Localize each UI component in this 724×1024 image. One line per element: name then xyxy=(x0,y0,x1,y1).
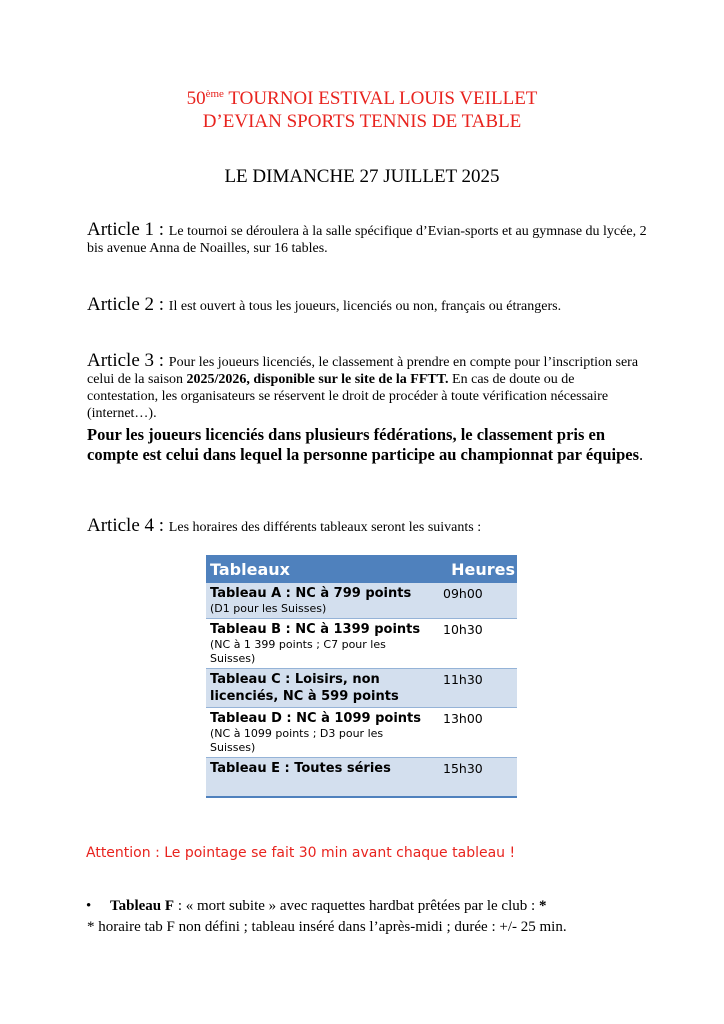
tableau-f-label: Tableau F xyxy=(110,898,175,914)
article-4-text: Les horaires des différents tableaux seront les suivants : xyxy=(168,520,482,535)
tableau-e-time: 15h30 xyxy=(429,758,517,798)
article-3-sep: : xyxy=(154,350,169,371)
tableau-c-name: Tableau C : Loisirs, non licenciés, NC à 599 points xyxy=(210,672,399,704)
article-1-text: Le tournoi se déroulera à la salle spécifique d’Evian-sports et au gymnase du lycée, 2 bis avenue Anna de Noailles, sur 16 tables. xyxy=(87,224,647,256)
article-3-text-1: Pour les joueurs licenciés, le classement à prendre en compte pour l’inscription sera celui de la saison xyxy=(87,355,639,387)
title-line1-text: TOURNOI ESTIVAL LOUIS VEILLET xyxy=(223,88,538,109)
tableau-b-name: Tableau B : NC à 1399 points xyxy=(210,622,421,637)
article-4 xyxy=(87,517,647,536)
article-1-label: Article 1 xyxy=(87,219,155,240)
table-row xyxy=(206,583,517,619)
table-row xyxy=(206,669,517,708)
row-b-desc xyxy=(206,619,429,669)
article-4-sep: : xyxy=(154,515,169,536)
tournament-title-line1 xyxy=(0,87,724,110)
tableau-f-footnote: * horaire tab F non défini ; tableau inséré dans l’après-midi ; durée : +/- 25 min. xyxy=(87,919,567,935)
tableau-c-time: 11h30 xyxy=(429,669,517,708)
tableau-a-note: (D1 pour les Suisses) xyxy=(210,602,327,615)
schedule-table xyxy=(206,555,517,798)
article-2-sep: : xyxy=(154,294,169,315)
tableau-f-text: : « mort subite » avec raquettes hardbat prêtées par le club : xyxy=(174,898,539,914)
table-row xyxy=(206,619,517,669)
row-c-desc xyxy=(206,669,429,708)
tableau-b-note: (NC à 1 399 points ; C7 pour les Suisses) xyxy=(210,638,386,665)
tableau-f-item xyxy=(86,897,547,915)
header-heures: Heures xyxy=(429,555,517,583)
row-d-desc xyxy=(206,708,429,758)
tableau-d-note: (NC à 1099 points ; D3 pour les Suisses) xyxy=(210,727,384,754)
attention-note: Attention : Le pointage se fait 30 min avant chaque tableau ! xyxy=(86,845,516,861)
article-3-bold-text: 2025/2026, disponible sur le site de la FFTT. xyxy=(186,372,449,387)
table-row xyxy=(206,758,517,798)
article-3 xyxy=(87,352,647,422)
article-4-label: Article 4 xyxy=(87,515,155,536)
title-edition-number: 50 xyxy=(186,88,206,109)
article-1 xyxy=(87,221,647,257)
tournament-title-line2: D’EVIAN SPORTS TENNIS DE TABLE xyxy=(202,111,522,132)
article-1-sep: : xyxy=(154,219,169,240)
article-2-text: Il est ouvert à tous les joueurs, licenciés ou non, français ou étrangers. xyxy=(168,299,562,314)
tableau-e-name: Tableau E : Toutes séries xyxy=(210,761,391,776)
tableau-d-time: 13h00 xyxy=(429,708,517,758)
event-date: LE DIMANCHE 27 JUILLET 2025 xyxy=(224,166,500,187)
article-3-label: Article 3 xyxy=(87,350,155,371)
tableau-a-time: 09h00 xyxy=(429,583,517,619)
article-3-bold-paragraph xyxy=(87,425,647,465)
article-3-bold-paragraph-end: . xyxy=(639,445,644,464)
article-2-label: Article 2 xyxy=(87,294,155,315)
row-e-desc xyxy=(206,758,429,798)
article-2 xyxy=(87,296,647,315)
article-3-bold-paragraph-text: Pour les joueurs licenciés dans plusieurs fédérations, le classement pris en compte est celui dans lequel la personne participe au championnat par équipes xyxy=(87,425,640,464)
header-tableaux: Tableaux xyxy=(206,555,429,583)
tableau-f-star: * xyxy=(538,898,547,914)
article-3-text-2: En cas de doute ou de contestation, les organisateurs se réservent le droit de procéder à toute vérification nécessaire (internet…). xyxy=(87,372,609,421)
bullet-icon: • xyxy=(86,898,92,914)
table-row xyxy=(206,708,517,758)
row-a-desc xyxy=(206,583,429,619)
tableau-d-name: Tableau D : NC à 1099 points xyxy=(210,711,421,726)
schedule-header-row xyxy=(206,555,517,583)
title-edition-suffix: ème xyxy=(205,88,224,100)
tableau-b-time: 10h30 xyxy=(429,619,517,669)
tableau-a-name: Tableau A : NC à 799 points xyxy=(210,586,412,601)
